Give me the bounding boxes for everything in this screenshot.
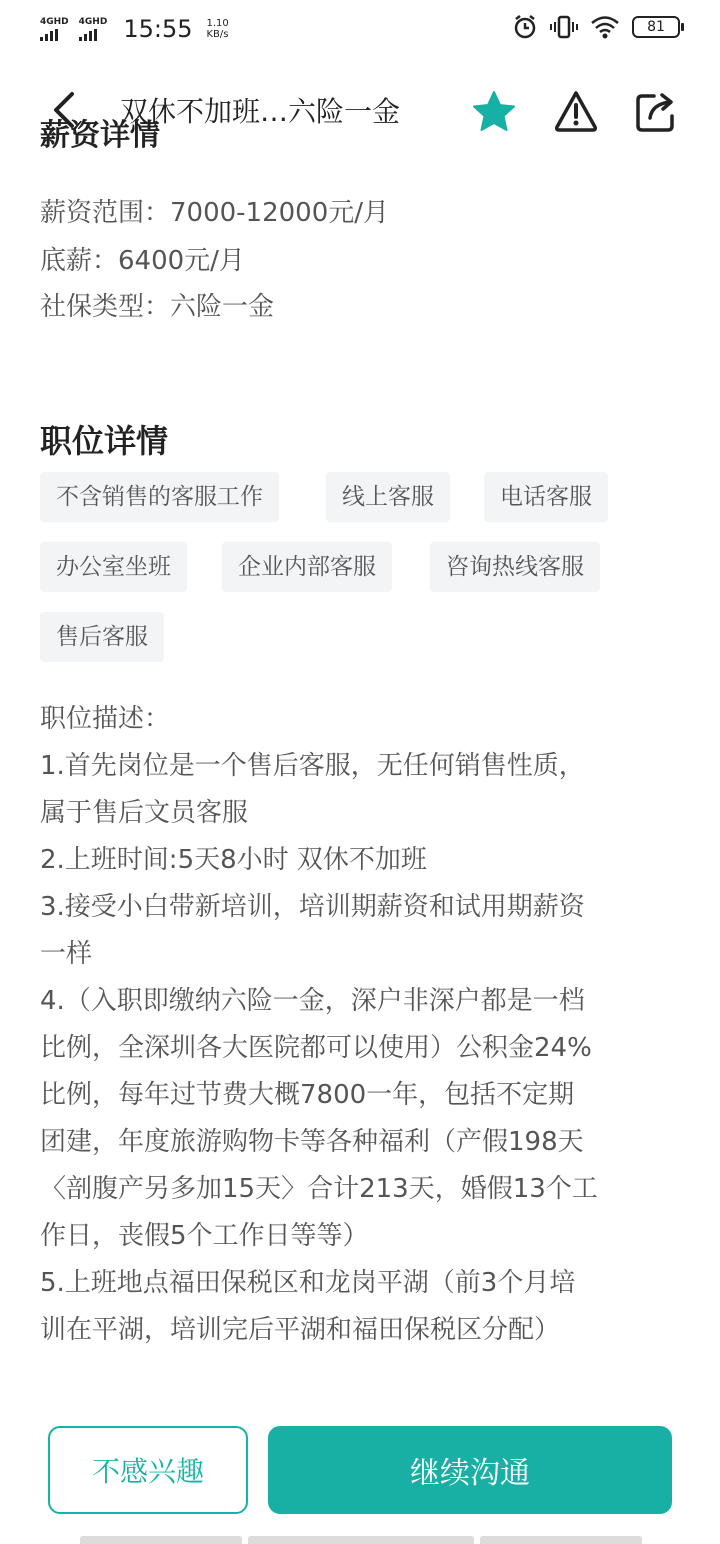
salary-heading [40, 118, 160, 162]
tag-item: 咨询热线客服 [430, 542, 600, 592]
status-bar [0, 0, 720, 58]
tag-item: 售后客服 [40, 612, 164, 662]
signal-bars-icon [40, 29, 58, 41]
base-salary: 底薪：6400元/月 [40, 246, 245, 276]
favorite-button[interactable] [470, 88, 518, 136]
network-speed [206, 18, 228, 40]
wifi-icon [590, 15, 620, 39]
insurance-type: 社保类型：六险一金 [40, 292, 275, 322]
description-line: 3.接受小白带新培训，培训期薪资和试用期薪资 [40, 892, 585, 922]
bottom-strip [80, 1536, 642, 1544]
description-line: 职位描述： [40, 704, 171, 734]
report-button[interactable] [552, 88, 600, 136]
signal-1 [40, 18, 69, 41]
status-time: 15:55 [123, 15, 193, 43]
not-interested-button[interactable]: 不感兴趣 [48, 1426, 248, 1514]
description-line: 训在平湖，培训完后平湖和福田保税区分配） [40, 1315, 561, 1345]
salary-heading-text: 薪资详情 [40, 118, 160, 153]
vibrate-icon [550, 14, 578, 40]
description-line: 团建，年度旅游购物卡等各种福利（产假198天 [40, 1127, 584, 1157]
page-title: 双休不加班…六险一金 [120, 95, 401, 128]
description-line: 作日，丧假5个工作日等等） [40, 1221, 369, 1251]
description-line: 2.上班时间:5天8小时 双休不加班 [40, 845, 427, 875]
tag-item: 办公室坐班 [40, 542, 187, 592]
description-line: 4.（入职即缴纳六险一金，深户非深户都是一档 [40, 986, 585, 1016]
description-line: 1.首先岗位是一个售后客服，无任何销售性质， [40, 751, 585, 781]
alarm-icon [512, 14, 538, 40]
speed-unit: KB/s [206, 29, 229, 40]
status-right [512, 14, 680, 40]
tag-item: 企业内部客服 [222, 542, 392, 592]
description-line: 属于售后文员客服 [40, 798, 249, 828]
battery-icon: 81 [632, 16, 680, 38]
description-line: 比例，每年过节费大概7800一年，包括不定期 [40, 1080, 575, 1110]
share-button[interactable] [632, 88, 680, 136]
tag-item: 不含销售的客服工作 [40, 472, 279, 522]
star-icon [470, 88, 518, 136]
description-line: 〈剖腹产另多加15天〉合计213天，婚假13个工 [40, 1174, 598, 1204]
salary-range: 薪资范围：7000-12000元/月 [40, 198, 390, 228]
network-type-2: 4GHD [78, 16, 108, 27]
signal-bars-icon [79, 29, 97, 41]
network-type-1: 4GHD [40, 16, 69, 27]
status-left [40, 15, 229, 43]
speed-value: 1.10 [206, 18, 229, 29]
continue-chat-button[interactable]: 继续沟通 [268, 1426, 672, 1514]
description-line: 比例，全深圳各大医院都可以使用）公积金24% [40, 1033, 592, 1063]
signal-2 [79, 18, 108, 41]
section-title-job-details: 职位详情 [40, 422, 169, 460]
warning-icon [552, 88, 600, 136]
tag-item: 线上客服 [326, 472, 450, 522]
description-line: 一样 [40, 939, 93, 969]
job-description [40, 696, 680, 1354]
share-icon [632, 88, 680, 136]
tag-item: 电话客服 [484, 472, 608, 522]
description-line: 5.上班地点福田保税区和龙岗平湖（前3个月培 [40, 1268, 576, 1298]
